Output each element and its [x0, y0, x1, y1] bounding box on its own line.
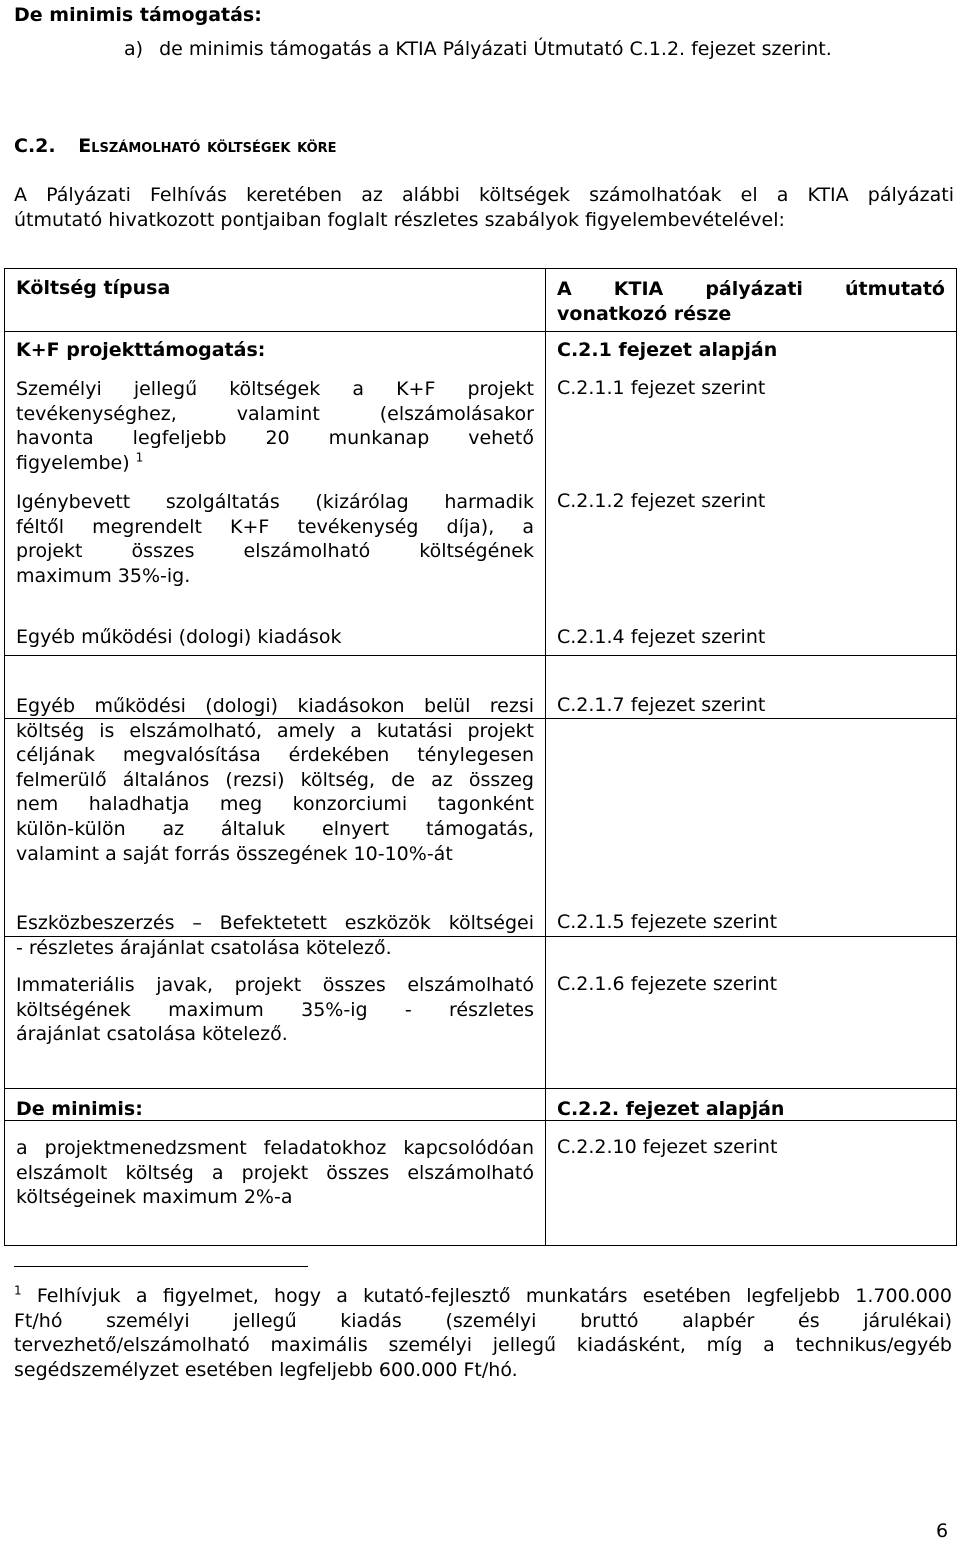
row-line: külön-külön az általuk elnyert támogatás, [16, 817, 534, 840]
kf-label: K+F projekttámogatás: [16, 339, 266, 361]
row-line-text: figyelembe) [16, 451, 130, 474]
row-line: féltől megrendelt K+F tevékenység díja), a [16, 515, 534, 538]
row-line: Immateriális javak, projekt összes elszámolható [16, 974, 534, 996]
row-line: havonta legfeljebb 20 munkanap vehető [16, 427, 534, 450]
row-line: Eszközbeszerzés – Befektetett eszközök költségei [16, 912, 534, 934]
footnote-separator [14, 1266, 308, 1267]
ref-fixed-assets: C.2.1.5 fejezete szerint [557, 911, 778, 933]
footnote [14, 1284, 952, 1382]
row-line: elszámolt költség a projekt összes elszámolható [16, 1161, 534, 1184]
row-line: a projektmenedzsment feladatokhoz kapcsolódóan [16, 1137, 534, 1159]
footnote-line: tervezhető/elszámolható maximális személyi jellegű kiadásként, míg a technikus/egyéb [14, 1334, 952, 1357]
ref-services: C.2.1.2 fejezet szerint [557, 490, 766, 512]
kf-reference: C.2.1 fejezet alapján [557, 339, 778, 361]
ref-personnel: C.2.1.1 fejezet szerint [557, 377, 766, 399]
section-number: C.2. [14, 135, 56, 157]
section-heading [14, 135, 337, 157]
de-minimis-header: De minimis: [16, 1098, 143, 1120]
de-minimis-reference-header: C.2.2. fejezet alapján [557, 1098, 785, 1120]
cost-row-services [16, 490, 534, 588]
footnote-ref-1[interactable]: 1 [135, 450, 144, 465]
table-header-reference [557, 277, 945, 326]
row-line: céljának megvalósítása érdekében ténylegesen [16, 744, 534, 767]
row-line: költségeinek maximum 2%-a [16, 1186, 293, 1209]
row-line: felmerülő általános (rezsi) költség, de az összeg [16, 768, 534, 791]
row-line: valamint a saját forrás összegének 10-10%-át [16, 842, 453, 865]
row-line: árajánlat csatolása kötelező. [16, 1023, 288, 1046]
row-line: Igénybevett szolgáltatás (kizárólag harmadik [16, 491, 534, 513]
list-marker: a) [124, 38, 144, 60]
ref-other-operating: C.2.1.4 fejezet szerint [557, 626, 766, 648]
ref-overhead: C.2.1.7 fejezet szerint [557, 694, 766, 716]
row-line [16, 451, 534, 476]
intro-paragraph [14, 183, 954, 232]
cost-row-intangibles [16, 973, 534, 1047]
cost-row-personnel [16, 377, 534, 475]
table-header-reference-line: vonatkozó része [557, 302, 732, 325]
list-item-a [124, 38, 832, 60]
ref-intangibles: C.2.1.6 fejezete szerint [557, 973, 778, 995]
footnote-line: Ft/hó személyi jellegű kiadás (személyi bruttó alapbér és járulékai) [14, 1309, 952, 1332]
row-line: költségének maximum 35%-ig - részletes [16, 998, 534, 1021]
intro-line: A Pályázati Felhívás keretében az alábbi költségek számolhatóak el a KTIA pályázati [14, 184, 954, 206]
row-line: maximum 35%-ig. [16, 564, 191, 587]
row-line: projekt összes elszámolható költségének [16, 540, 534, 563]
footnote-mark: 1 [14, 1283, 22, 1298]
row-line: nem haladhatja meg konzorciumi tagonként [16, 793, 534, 816]
row-line: Személyi jellegű költségek a K+F projekt [16, 378, 534, 400]
row-line: tevékenységhez, valamint (elszámolásakor [16, 402, 534, 425]
section-title: Elszámolható költségek köre [78, 135, 337, 157]
table-header-reference-line: A KTIA pályázati útmutató [557, 278, 945, 300]
table-header-cost-type: Költség típusa [16, 277, 171, 299]
row-line: Egyéb működési (dologi) kiadásokon belül rezsi [16, 695, 534, 717]
cost-row-fixed-assets [16, 911, 534, 960]
intro-line: útmutató hivatkozott pontjaiban foglalt részletes szabályok figyelembevételével: [14, 208, 785, 231]
footnote-line [14, 1284, 952, 1309]
footnote-text: Felhívjuk a figyelmet, hogy a kutató-fejlesztő munkatárs esetében legfeljebb 1.700.000 [36, 1285, 952, 1307]
row-line: költség is elszámolható, amely a kutatási projekt [16, 719, 534, 742]
list-text: de minimis támogatás a KTIA Pályázati Útmutató C.1.2. fejezet szerint. [159, 38, 832, 60]
de-minimis-row [16, 1136, 534, 1210]
page-number: 6 [936, 1520, 949, 1542]
heading: De minimis támogatás: [14, 4, 262, 26]
footnote-line: segédszemélyzet esetében legfeljebb 600.000 Ft/hó. [14, 1358, 518, 1381]
de-minimis-row-reference: C.2.2.10 fejezet szerint [557, 1136, 778, 1158]
cost-row-overhead [16, 694, 534, 866]
cost-row-other-operating: Egyéb működési (dologi) kiadások [16, 626, 342, 648]
row-line: - részletes árajánlat csatolása kötelező. [16, 936, 392, 959]
